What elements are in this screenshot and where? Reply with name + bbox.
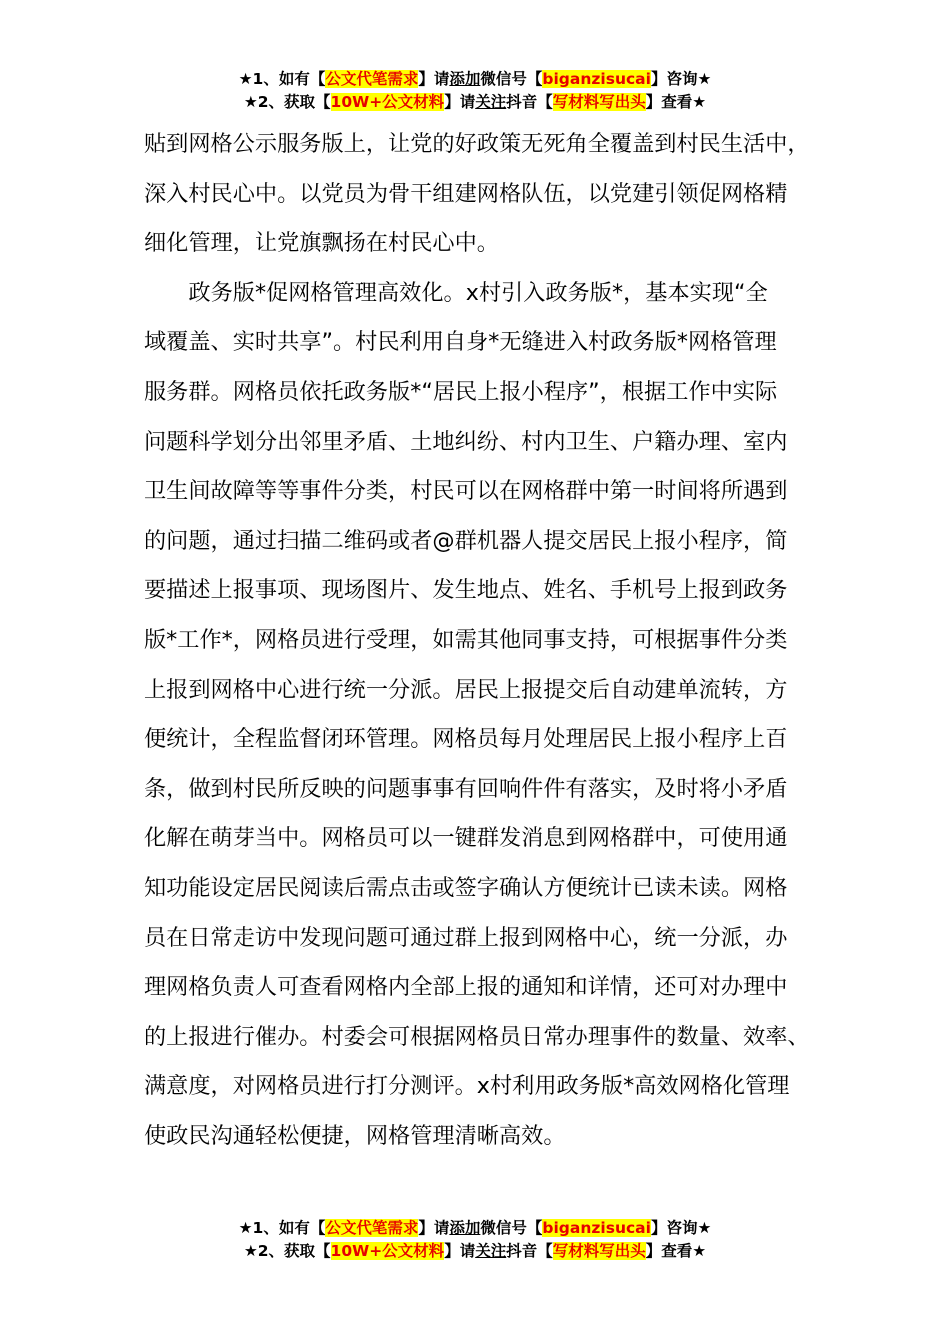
text-line: 的问题，通过扫描二维码或者@群机器人提交居民上报小程序，简 [144, 527, 788, 554]
banner-text: 微信号【 [480, 70, 543, 88]
text-line: 域覆盖、实时共享”。村民利用自身*无缝进入村政务版*网格管理 [144, 329, 777, 356]
text-line: 便统计，全程监督闭环管理。网格员每月处理居民上报小程序上百 [144, 726, 788, 753]
text-line: 的上报进行催办。村委会可根据网格员日常办理事件的数量、效率、 [144, 1023, 810, 1050]
banner-text: ★2、获取【 [243, 93, 331, 111]
paragraph-1 [144, 120, 809, 269]
text-line: 版*工作*，网格员进行受理，如需其他同事支持，可根据事件分类 [144, 626, 788, 653]
underlined-word: 关注 [475, 1242, 507, 1260]
banner-text: 】请 [444, 1242, 476, 1260]
highlight-materials: 10W+公文材料 [330, 93, 445, 111]
text-line: 政务版*促网格管理高效化。x村引入政务版*，基本实现“全 [188, 279, 768, 306]
text-line: 满意度，对网格员进行打分测评。x村利用政务版*高效网格化管理 [144, 1073, 790, 1100]
text-line: 使政民沟通轻松便捷，网格管理清晰高效。 [144, 1122, 566, 1149]
header-banner [0, 68, 950, 114]
highlight-wechat-id: biganzisucai [542, 1219, 651, 1237]
paragraph-2 [144, 269, 809, 1162]
banner-text: 】请 [418, 70, 450, 88]
banner-text: ★1、如有【 [238, 1219, 326, 1237]
text-line: 上报到网格中心进行统一分派。居民上报提交后自动建单流转，方 [144, 676, 788, 703]
banner-text: 】请 [444, 93, 476, 111]
banner-text: 】请 [418, 1219, 450, 1237]
footer-banner [0, 1217, 950, 1263]
highlight-materials: 10W+公文材料 [330, 1242, 445, 1260]
underlined-word: 关注 [475, 93, 507, 111]
banner-text: 】查看★ [645, 93, 707, 111]
banner-line-1 [0, 68, 950, 91]
banner-text: 微信号【 [480, 1219, 543, 1237]
highlight-wechat-id: biganzisucai [542, 70, 651, 88]
banner-line-1 [0, 1217, 950, 1240]
document-body [144, 120, 809, 1161]
banner-text: 抖音【 [506, 93, 553, 111]
highlight-service: 公文代笔需求 [325, 1219, 419, 1237]
banner-text: 】查看★ [645, 1242, 707, 1260]
banner-text: 抖音【 [506, 1242, 553, 1260]
highlight-douyin-account: 写材料写出头 [552, 1242, 646, 1260]
text-line: 卫生间故障等等事件分类，村民可以在网格群中第一时间将所遇到 [144, 478, 788, 505]
text-line: 深入村民心中。以党员为骨干组建网格队伍，以党建引领促网格精 [144, 180, 788, 207]
text-line: 理网格负责人可查看网格内全部上报的通知和详情，还可对办理中 [144, 974, 788, 1001]
text-line: 知功能设定居民阅读后需点击或签字确认方便统计已读未读。网格 [144, 874, 788, 901]
banner-line-2 [0, 1240, 950, 1263]
highlight-douyin-account: 写材料写出头 [552, 93, 646, 111]
text-line: 贴到网格公示服务版上，让党的好政策无死角全覆盖到村民生活中， [144, 131, 810, 157]
banner-line-2 [0, 91, 950, 114]
text-line: 问题科学划分出邻里矛盾、土地纠纷、村内卫生、户籍办理、室内 [144, 428, 788, 455]
text-line: 员在日常走访中发现问题可通过群上报到网格中心，统一分派，办 [144, 924, 788, 951]
banner-text: ★2、获取【 [243, 1242, 331, 1260]
banner-text: 】咨询★ [650, 70, 712, 88]
underlined-word: 添加 [449, 1219, 481, 1237]
text-line: 化解在萌芽当中。网格员可以一键群发消息到网格群中，可使用通 [144, 825, 788, 852]
highlight-service: 公文代笔需求 [325, 70, 419, 88]
banner-text: ★1、如有【 [238, 70, 326, 88]
underlined-word: 添加 [449, 70, 481, 88]
text-line: 服务群。网格员依托政务版*“居民上报小程序”，根据工作中实际 [144, 378, 778, 405]
text-line: 要描述上报事项、现场图片、发生地点、姓名、手机号上报到政务 [144, 577, 788, 604]
text-line: 细化管理，让党旗飘扬在村民心中。 [144, 230, 499, 257]
banner-text: 】咨询★ [650, 1219, 712, 1237]
text-line: 条，做到村民所反映的问题事事有回响件件有落实，及时将小矛盾 [144, 775, 788, 802]
